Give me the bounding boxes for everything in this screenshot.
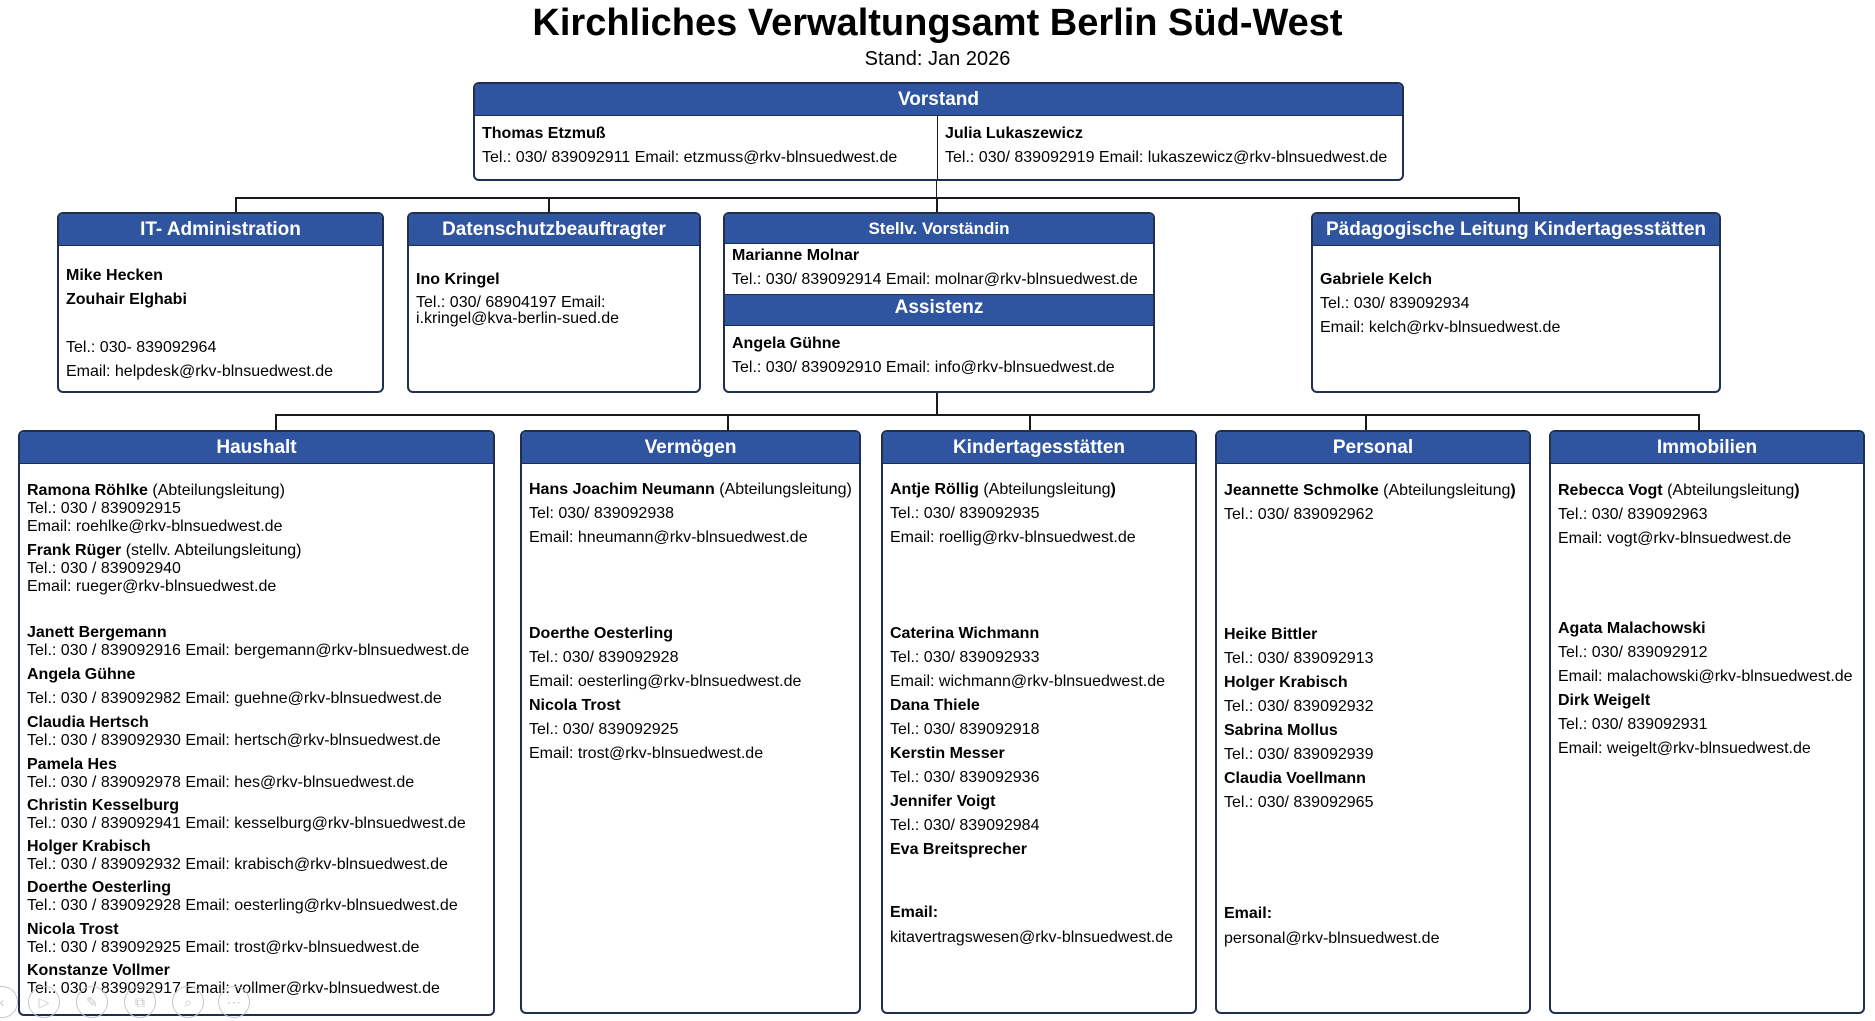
kita-member-email: Email: wichmann@rkv-blnsuedwest.de <box>890 673 1166 690</box>
more-icon[interactable]: ⋯ <box>218 986 250 1018</box>
it-email: Email: helpdesk@rkv-blnsuedwest.de <box>66 363 334 380</box>
kita-lead-email: Email: roellig@rkv-blnsuedwest.de <box>890 529 1136 546</box>
copy-icon[interactable]: ⧉ <box>124 986 156 1018</box>
haushalt-member-name: Konstanze Vollmer <box>27 962 170 979</box>
personal-member-name: Heike Bittler <box>1224 626 1318 643</box>
haushalt-lead <box>27 482 285 500</box>
vermoegen-lead-role: (Abteilungsleitung) <box>714 481 852 498</box>
haushalt-member-contact: Tel.: 030 / 839092928 Email: oesterling@rkv-blnsuedwest.de <box>27 897 458 914</box>
personal-member-tel: Tel.: 030/ 839092965 <box>1224 794 1374 811</box>
vermoegen-lead <box>529 480 852 500</box>
vermoegen-lead-email: Email: hneumann@rkv-blnsuedwest.de <box>529 529 808 546</box>
haushalt-member-contact: Tel.: 030 / 839092941 Email: kesselburg@rkv-blnsuedwest.de <box>27 815 466 832</box>
kindertagesstaetten-box <box>881 430 1197 1014</box>
personal-lead-role: (Abteilungsleitung <box>1378 482 1511 499</box>
haushalt-member-contact: Tel.: 030 / 839092978 Email: hes@rkv-blnsuedwest.de <box>27 774 415 791</box>
immobilien-lead-paren: ) <box>1794 482 1800 499</box>
datenschutz-name: Ino Kringel <box>416 271 500 288</box>
stellv-vorstaendin-header: Stellv. Vorständin <box>725 214 1153 244</box>
haushalt-member-name: Doerthe Oesterling <box>27 879 172 896</box>
assistenz-contact: Tel.: 030/ 839092910 Email: info@rkv-blnsuedwest.de <box>732 359 1115 376</box>
haushalt-lead-email: Email: roehlke@rkv-blnsuedwest.de <box>27 518 283 535</box>
haushalt-member-name: Pamela Hes <box>27 756 117 773</box>
it-member-name: Zouhair Elghabi <box>66 291 187 308</box>
personal-lead-name: Jeannette Schmolke <box>1224 482 1379 499</box>
personal-lead <box>1224 481 1516 501</box>
personal-lead-paren: ) <box>1510 482 1516 499</box>
page-subtitle: Stand: Jan 2026 <box>864 48 1011 70</box>
haushalt-member-contact: Tel.: 030 / 839092917 Email: vollmer@rkv-blnsuedwest.de <box>27 980 440 997</box>
personal-email: personal@rkv-blnsuedwest.de <box>1224 930 1440 947</box>
vermoegen-lead-name: Hans Joachim Neumann <box>529 481 715 498</box>
pen-icon[interactable]: ✎ <box>76 986 108 1018</box>
haushalt-lead-role: (Abteilungsleitung) <box>147 482 285 499</box>
kita-member-name: Caterina Wichmann <box>890 625 1040 642</box>
vorstand-right-name: Julia Lukaszewicz <box>945 125 1083 142</box>
vorstand-divider <box>937 115 938 181</box>
vermoegen-member-tel: Tel.: 030/ 839092928 <box>529 649 679 666</box>
kita-lead-name: Antje Röllig <box>890 481 979 498</box>
immobilien-member-tel: Tel.: 030/ 839092931 <box>1558 716 1708 733</box>
immobilien-member-name: Agata Malachowski <box>1558 620 1706 637</box>
page-title: Kirchliches Verwaltungsamt Berlin Süd-West <box>532 2 1343 44</box>
personal-member-name: Holger Krabisch <box>1224 674 1348 691</box>
stellv-contact: Tel.: 030/ 839092914 Email: molnar@rkv-blnsuedwest.de <box>732 271 1138 288</box>
personal-member-tel: Tel.: 030/ 839092913 <box>1224 650 1374 667</box>
personal-member-tel: Tel.: 030/ 839092932 <box>1224 698 1374 715</box>
vermoegen-member-email: Email: oesterling@rkv-blnsuedwest.de <box>529 673 802 690</box>
vorstand-box <box>473 82 1404 181</box>
stellv-name: Marianne Molnar <box>732 247 860 264</box>
personal-member-name: Sabrina Mollus <box>1224 722 1338 739</box>
haushalt-member-name: Claudia Hertsch <box>27 714 149 731</box>
immobilien-member-email: Email: malachowski@rkv-blnsuedwest.de <box>1558 668 1853 685</box>
personal-member-tel: Tel.: 030/ 839092939 <box>1224 746 1374 763</box>
kita-lead-tel: Tel.: 030/ 839092935 <box>890 505 1040 522</box>
connector-line <box>235 197 1520 199</box>
datenschutz-header: Datenschutzbeauftragter <box>409 214 699 246</box>
haushalt-member-contact: Tel.: 030 / 839092930 Email: hertsch@rkv-blnsuedwest.de <box>27 732 441 749</box>
paed-email: Email: kelch@rkv-blnsuedwest.de <box>1320 319 1561 336</box>
vermoegen-member-name: Doerthe Oesterling <box>529 625 674 642</box>
play-icon[interactable]: ▷ <box>28 986 60 1018</box>
vermoegen-box <box>520 430 861 1014</box>
haushalt-member-name: Janett Bergemann <box>27 624 167 641</box>
assistenz-name: Angela Gühne <box>732 335 841 352</box>
kita-member-name: Dana Thiele <box>890 697 980 714</box>
haushalt-deputy-tel: Tel.: 030 / 839092940 <box>27 560 181 577</box>
immobilien-member-tel: Tel.: 030/ 839092912 <box>1558 644 1708 661</box>
immobilien-lead-tel: Tel.: 030/ 839092963 <box>1558 506 1708 523</box>
it-member-name: Mike Hecken <box>66 267 163 284</box>
haushalt-member-contact: Tel.: 030 / 839092982 Email: guehne@rkv-blnsuedwest.de <box>27 690 442 707</box>
immobilien-lead-name: Rebecca Vogt <box>1558 482 1663 499</box>
kita-member-name: Kerstin Messer <box>890 745 1005 762</box>
arrow-left-icon[interactable]: ‹ <box>0 986 18 1018</box>
personal-lead-tel: Tel.: 030/ 839092962 <box>1224 506 1374 523</box>
haushalt-member-contact: Tel.: 030 / 839092932 Email: krabisch@rkv-blnsuedwest.de <box>27 856 448 873</box>
personal-box <box>1215 430 1531 1014</box>
kita-member-tel: Tel.: 030/ 839092933 <box>890 649 1040 666</box>
personal-header: Personal <box>1217 432 1529 464</box>
haushalt-deputy-role: (stellv. Abteilungsleitung) <box>121 542 302 559</box>
kita-member-tel: Tel.: 030/ 839092918 <box>890 721 1040 738</box>
paedagogische-leitung-header: Pädagogische Leitung Kindertagesstätten <box>1313 214 1719 246</box>
haushalt-member-name: Christin Kesselburg <box>27 797 180 814</box>
haushalt-member-contact: Tel.: 030 / 839092916 Email: bergemann@rkv-blnsuedwest.de <box>27 642 470 659</box>
immobilien-member-name: Dirk Weigelt <box>1558 692 1651 709</box>
haushalt-deputy-email: Email: rueger@rkv-blnsuedwest.de <box>27 578 277 595</box>
haushalt-header: Haushalt <box>20 432 493 464</box>
haushalt-lead-name: Ramona Röhlke <box>27 482 148 499</box>
immobilien-lead-role: (Abteilungsleitung <box>1662 482 1795 499</box>
immobilien-lead-email: Email: vogt@rkv-blnsuedwest.de <box>1558 530 1792 547</box>
immobilien-header: Immobilien <box>1551 432 1863 464</box>
haushalt-member-name: Holger Krabisch <box>27 838 151 855</box>
kita-lead <box>890 480 1116 500</box>
connector-line <box>275 414 1700 416</box>
kita-member-name: Jennifer Voigt <box>890 793 996 810</box>
vorstand-left-contact: Tel.: 030/ 839092911 Email: etzmuss@rkv-blnsuedwest.de <box>482 149 898 166</box>
zoom-icon[interactable]: ⌕ <box>172 986 204 1018</box>
vermoegen-member-name: Nicola Trost <box>529 697 621 714</box>
paed-name: Gabriele Kelch <box>1320 271 1433 288</box>
vermoegen-header: Vermögen <box>522 432 859 464</box>
haushalt-member-contact: Tel.: 030 / 839092925 Email: trost@rkv-blnsuedwest.de <box>27 939 420 956</box>
haushalt-member-name: Angela Gühne <box>27 666 136 683</box>
kita-lead-paren: ) <box>1110 481 1116 498</box>
vorstand-header: Vorstand <box>475 84 1402 116</box>
kita-lead-role: (Abteilungsleitung <box>978 481 1111 498</box>
datenschutz-contact: Tel.: 030/ 68904197 Email: <box>416 294 606 311</box>
personal-email-label: Email: <box>1224 905 1273 922</box>
kita-email: kitavertragswesen@rkv-blnsuedwest.de <box>890 929 1174 946</box>
stellv-vorstaendin-box <box>723 212 1155 393</box>
kita-email-label: Email: <box>890 904 939 921</box>
haushalt-deputy <box>27 542 302 560</box>
vermoegen-lead-tel: Tel: 030/ 839092938 <box>529 505 675 522</box>
assistenz-header: Assistenz <box>725 294 1153 326</box>
vorstand-left-name: Thomas Etzmuß <box>482 125 606 142</box>
haushalt-member-name: Nicola Trost <box>27 921 119 938</box>
datenschutz-box <box>407 212 701 393</box>
haushalt-deputy-name: Frank Rüger <box>27 542 122 559</box>
paedagogische-leitung-box <box>1311 212 1721 393</box>
it-administration-header: IT- Administration <box>59 214 382 246</box>
kita-member-tel: Tel.: 030/ 839092984 <box>890 817 1040 834</box>
haushalt-lead-tel: Tel.: 030 / 839092915 <box>27 500 181 517</box>
kita-member-name: Eva Breitsprecher <box>890 841 1027 858</box>
vermoegen-member-email: Email: trost@rkv-blnsuedwest.de <box>529 745 764 762</box>
kindertagesstaetten-header: Kindertagesstätten <box>883 432 1195 464</box>
it-tel: Tel.: 030- 839092964 <box>66 339 217 356</box>
kita-member-tel: Tel.: 030/ 839092936 <box>890 769 1040 786</box>
immobilien-member-email: Email: weigelt@rkv-blnsuedwest.de <box>1558 740 1811 757</box>
it-administration-box <box>57 212 384 393</box>
immobilien-box <box>1549 430 1865 1014</box>
vermoegen-member-tel: Tel.: 030/ 839092925 <box>529 721 679 738</box>
personal-member-name: Claudia Voellmann <box>1224 770 1366 787</box>
haushalt-box <box>18 430 495 1016</box>
paed-tel: Tel.: 030/ 839092934 <box>1320 295 1470 312</box>
datenschutz-contact: i.kringel@kva-berlin-sued.de <box>416 310 619 327</box>
vorstand-right-contact: Tel.: 030/ 839092919 Email: lukaszewicz@rkv-blnsuedwest.de <box>945 149 1388 166</box>
immobilien-lead <box>1558 481 1800 501</box>
